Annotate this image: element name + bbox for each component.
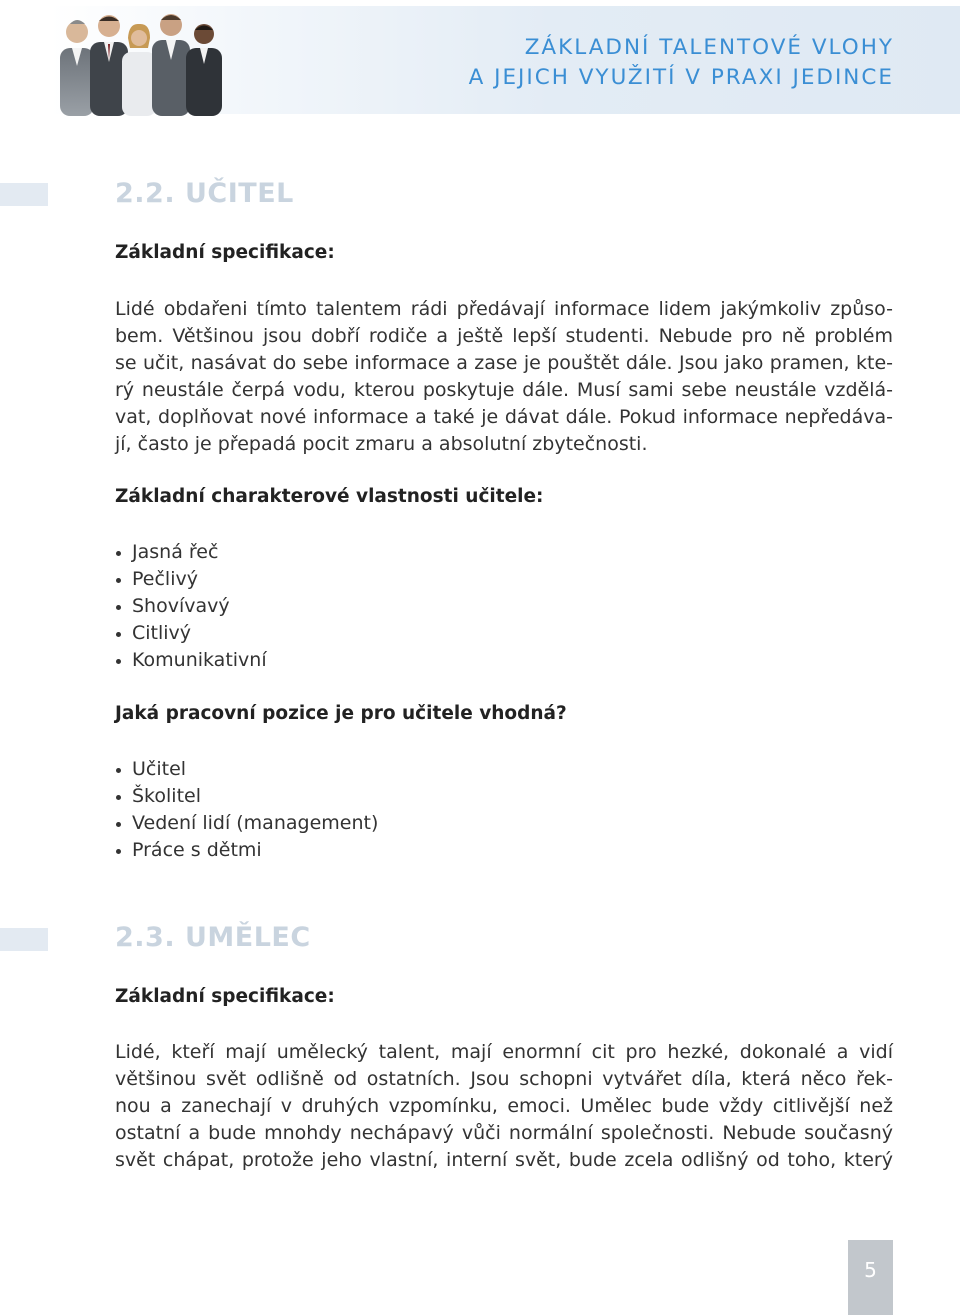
paragraph-line: Lidé obdařeni tímto talentem rádi předávají informace lidem jakýmkoliv způso- [115, 298, 893, 320]
spec-heading-ucitel: Základní specifikace: [115, 242, 335, 263]
list-item: Citlivý [115, 620, 267, 647]
spec-heading-umelec: Základní specifikace: [115, 986, 335, 1007]
spec-paragraph-umelec [115, 1039, 893, 1174]
section-title-ucitel: 2.2. UČITEL [115, 178, 294, 209]
list-item: Práce s dětmi [115, 837, 378, 864]
page-number: 5 [848, 1240, 893, 1315]
header-title-line-2: A JEJICH VYUŽITÍ V PRAXI JEDINCE [468, 65, 894, 90]
header-title-line-1: ZÁKLADNÍ TALENTOVÉ VLOHY [524, 35, 894, 60]
header-title [469, 33, 894, 93]
paragraph-line: jí, často je přepadá pocit zmaru a absolutní zbytečnosti. [115, 433, 648, 455]
business-people-photo [60, 8, 230, 116]
list-item: Komunikativní [115, 647, 267, 674]
list-item: Shovívavý [115, 593, 267, 620]
paragraph-line: vat, doplňovat nové informace a také je dávat dále. Pokud informace nepředáva- [115, 406, 893, 428]
paragraph-line: bem. Většinou jsou dobří rodiče a ještě lepší studenti. Nebude pro ně problém [115, 325, 893, 347]
paragraph-line: Lidé, kteří mají umělecký talent, mají enormní cit pro hezké, dokonalé a vidí [115, 1041, 893, 1063]
list-item: Školitel [115, 783, 378, 810]
list-item: Pečlivý [115, 566, 267, 593]
paragraph-line: se učit, nasávat do sebe informace a zase je pouštět dále. Jsou jako pramen, kte- [115, 352, 893, 374]
positions-heading: Jaká pracovní pozice je pro učitele vhodná? [115, 703, 567, 724]
paragraph-line: svět chápat, protože jeho vlastní, interní svět, bude zcela odlišný od toho, který [115, 1149, 893, 1171]
paragraph-line: nou a zanechají v druhých vzpomínku, emoci. Umělec bude vždy citlivější než [115, 1095, 893, 1117]
traits-list [115, 539, 267, 674]
traits-heading: Základní charakterové vlastnosti učitele: [115, 486, 544, 507]
paragraph-line: ostatní a bude mnohdy nechápavý vůči normální společnosti. Nebude současný [115, 1122, 893, 1144]
paragraph-line: rý neustále čerpá vodu, kterou poskytuje dále. Musí sami sebe neustále vzdělá- [115, 379, 893, 401]
paragraph-line: většinou svět odlišně od ostatních. Jsou schopni vytvářet díla, která něco řek- [115, 1068, 893, 1090]
positions-list [115, 756, 378, 864]
list-item: Jasná řeč [115, 539, 267, 566]
list-item: Učitel [115, 756, 378, 783]
section-side-tab [0, 183, 48, 206]
list-item: Vedení lidí (management) [115, 810, 378, 837]
section-side-tab [0, 928, 48, 951]
section-title-umelec: 2.3. UMĚLEC [115, 922, 311, 953]
spec-paragraph-ucitel [115, 296, 893, 458]
